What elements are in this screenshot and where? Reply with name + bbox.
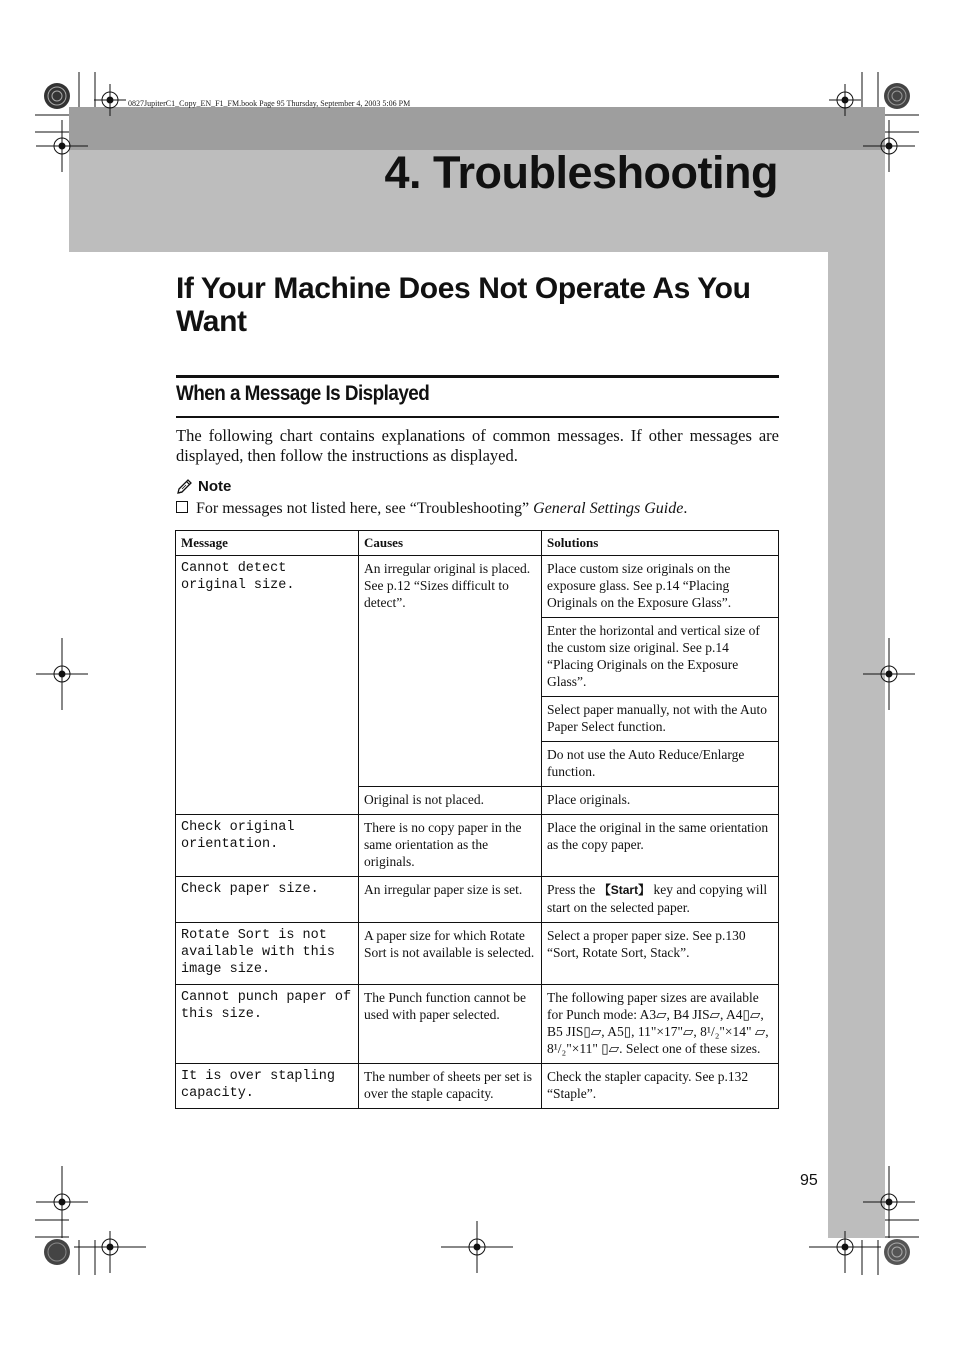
registration-mark	[36, 638, 88, 710]
cause-cell: An irregular paper size is set.	[359, 877, 542, 923]
message-cell: It is over stapling capacity.	[176, 1064, 359, 1109]
subsection-title: When a Message Is Displayed	[176, 382, 430, 405]
solution-cell: Do not use the Auto Reduce/Enlarge function.	[542, 742, 779, 787]
cause-cell: An irregular original is placed. See p.12 “Sizes difficult to detect”.	[359, 556, 542, 787]
solution-cell: Check the stapler capacity. See p.132 “Staple”.	[542, 1064, 779, 1109]
solution-cell: Press the 【Start】 key and copying will start on the selected paper.	[542, 877, 779, 923]
note-reference: General Settings Guide	[533, 500, 684, 517]
start-key-label: 【Start】	[598, 883, 651, 897]
header-causes: Causes	[359, 531, 542, 556]
registration-mark	[809, 1231, 881, 1273]
solution-cell: The following paper sizes are available for Punch mode: A3▱, B4 JIS▱, A4▯▱, B5 JIS▯▱, A5▯, 11"×17"▱, 8¹/₂"×14" ▱, 8¹/₂"×11" ▯▱. Select one of these sizes.	[542, 985, 779, 1064]
color-target	[44, 1239, 70, 1265]
registration-mark	[863, 120, 915, 172]
registration-mark	[863, 638, 915, 710]
header-message: Message	[176, 531, 359, 556]
solution-cell: Place custom size originals on the exposure glass. See p.14 “Placing Originals on the Exposure Glass”.	[542, 556, 779, 618]
color-target	[884, 83, 910, 109]
cause-cell: There is no copy paper in the same orientation as the originals.	[359, 815, 542, 877]
message-cell: Cannot punch paper of this size.	[176, 985, 359, 1064]
registration-mark	[74, 1231, 146, 1273]
note-label: Note	[198, 478, 232, 495]
registration-mark	[441, 1221, 513, 1273]
header-solutions: Solutions	[542, 531, 779, 556]
page-number: 95	[800, 1172, 818, 1189]
registration-mark	[829, 84, 861, 116]
cause-cell: The number of sheets per set is over the staple capacity.	[359, 1064, 542, 1109]
registration-mark	[94, 84, 126, 116]
section-title: If Your Machine Does Not Operate As You Want	[176, 272, 751, 338]
message-cell: Cannot detect original size.	[176, 556, 359, 815]
solution-cell: Select paper manually, not with the Auto Paper Select function.	[542, 697, 779, 742]
solution-cell: Place originals.	[542, 787, 779, 815]
note-text: For messages not listed here, see “Troubleshooting”	[196, 500, 534, 517]
message-cell: Rotate Sort is not available with this image size.	[176, 923, 359, 985]
registration-mark	[36, 120, 88, 172]
cause-cell: The Punch function cannot be used with paper selected.	[359, 985, 542, 1064]
color-target	[44, 83, 70, 109]
cause-cell: Original is not placed.	[359, 787, 542, 815]
color-target	[884, 1239, 910, 1265]
message-cell: Check original orientation.	[176, 815, 359, 877]
solution-cell: Place the original in the same orientation as the copy paper.	[542, 815, 779, 877]
solution-cell: Enter the horizontal and vertical size of the custom size original. See p.14 “Placing Originals on the Exposure Glass”.	[542, 618, 779, 697]
solution-cell: Select a proper paper size. See p.130 “Sort, Rotate Sort, Stack”.	[542, 923, 779, 985]
intro-paragraph: The following chart contains explanations of common messages. If other messages are displayed, then follow the instructions as displayed.	[176, 426, 779, 465]
registration-mark	[863, 1166, 915, 1238]
note-item: For messages not listed here, see “Troubleshooting” General Settings Guide.	[176, 500, 687, 518]
registration-mark	[36, 1166, 88, 1238]
cause-cell: A paper size for which Rotate Sort is not available is selected.	[359, 923, 542, 985]
chapter-title: 4. Troubleshooting	[384, 147, 778, 198]
message-cell: Check paper size.	[176, 877, 359, 923]
print-header: 0827JupiterC1_Copy_EN_F1_FM.book Page 95 Thursday, September 4, 2003 5:06 PM	[128, 99, 411, 108]
